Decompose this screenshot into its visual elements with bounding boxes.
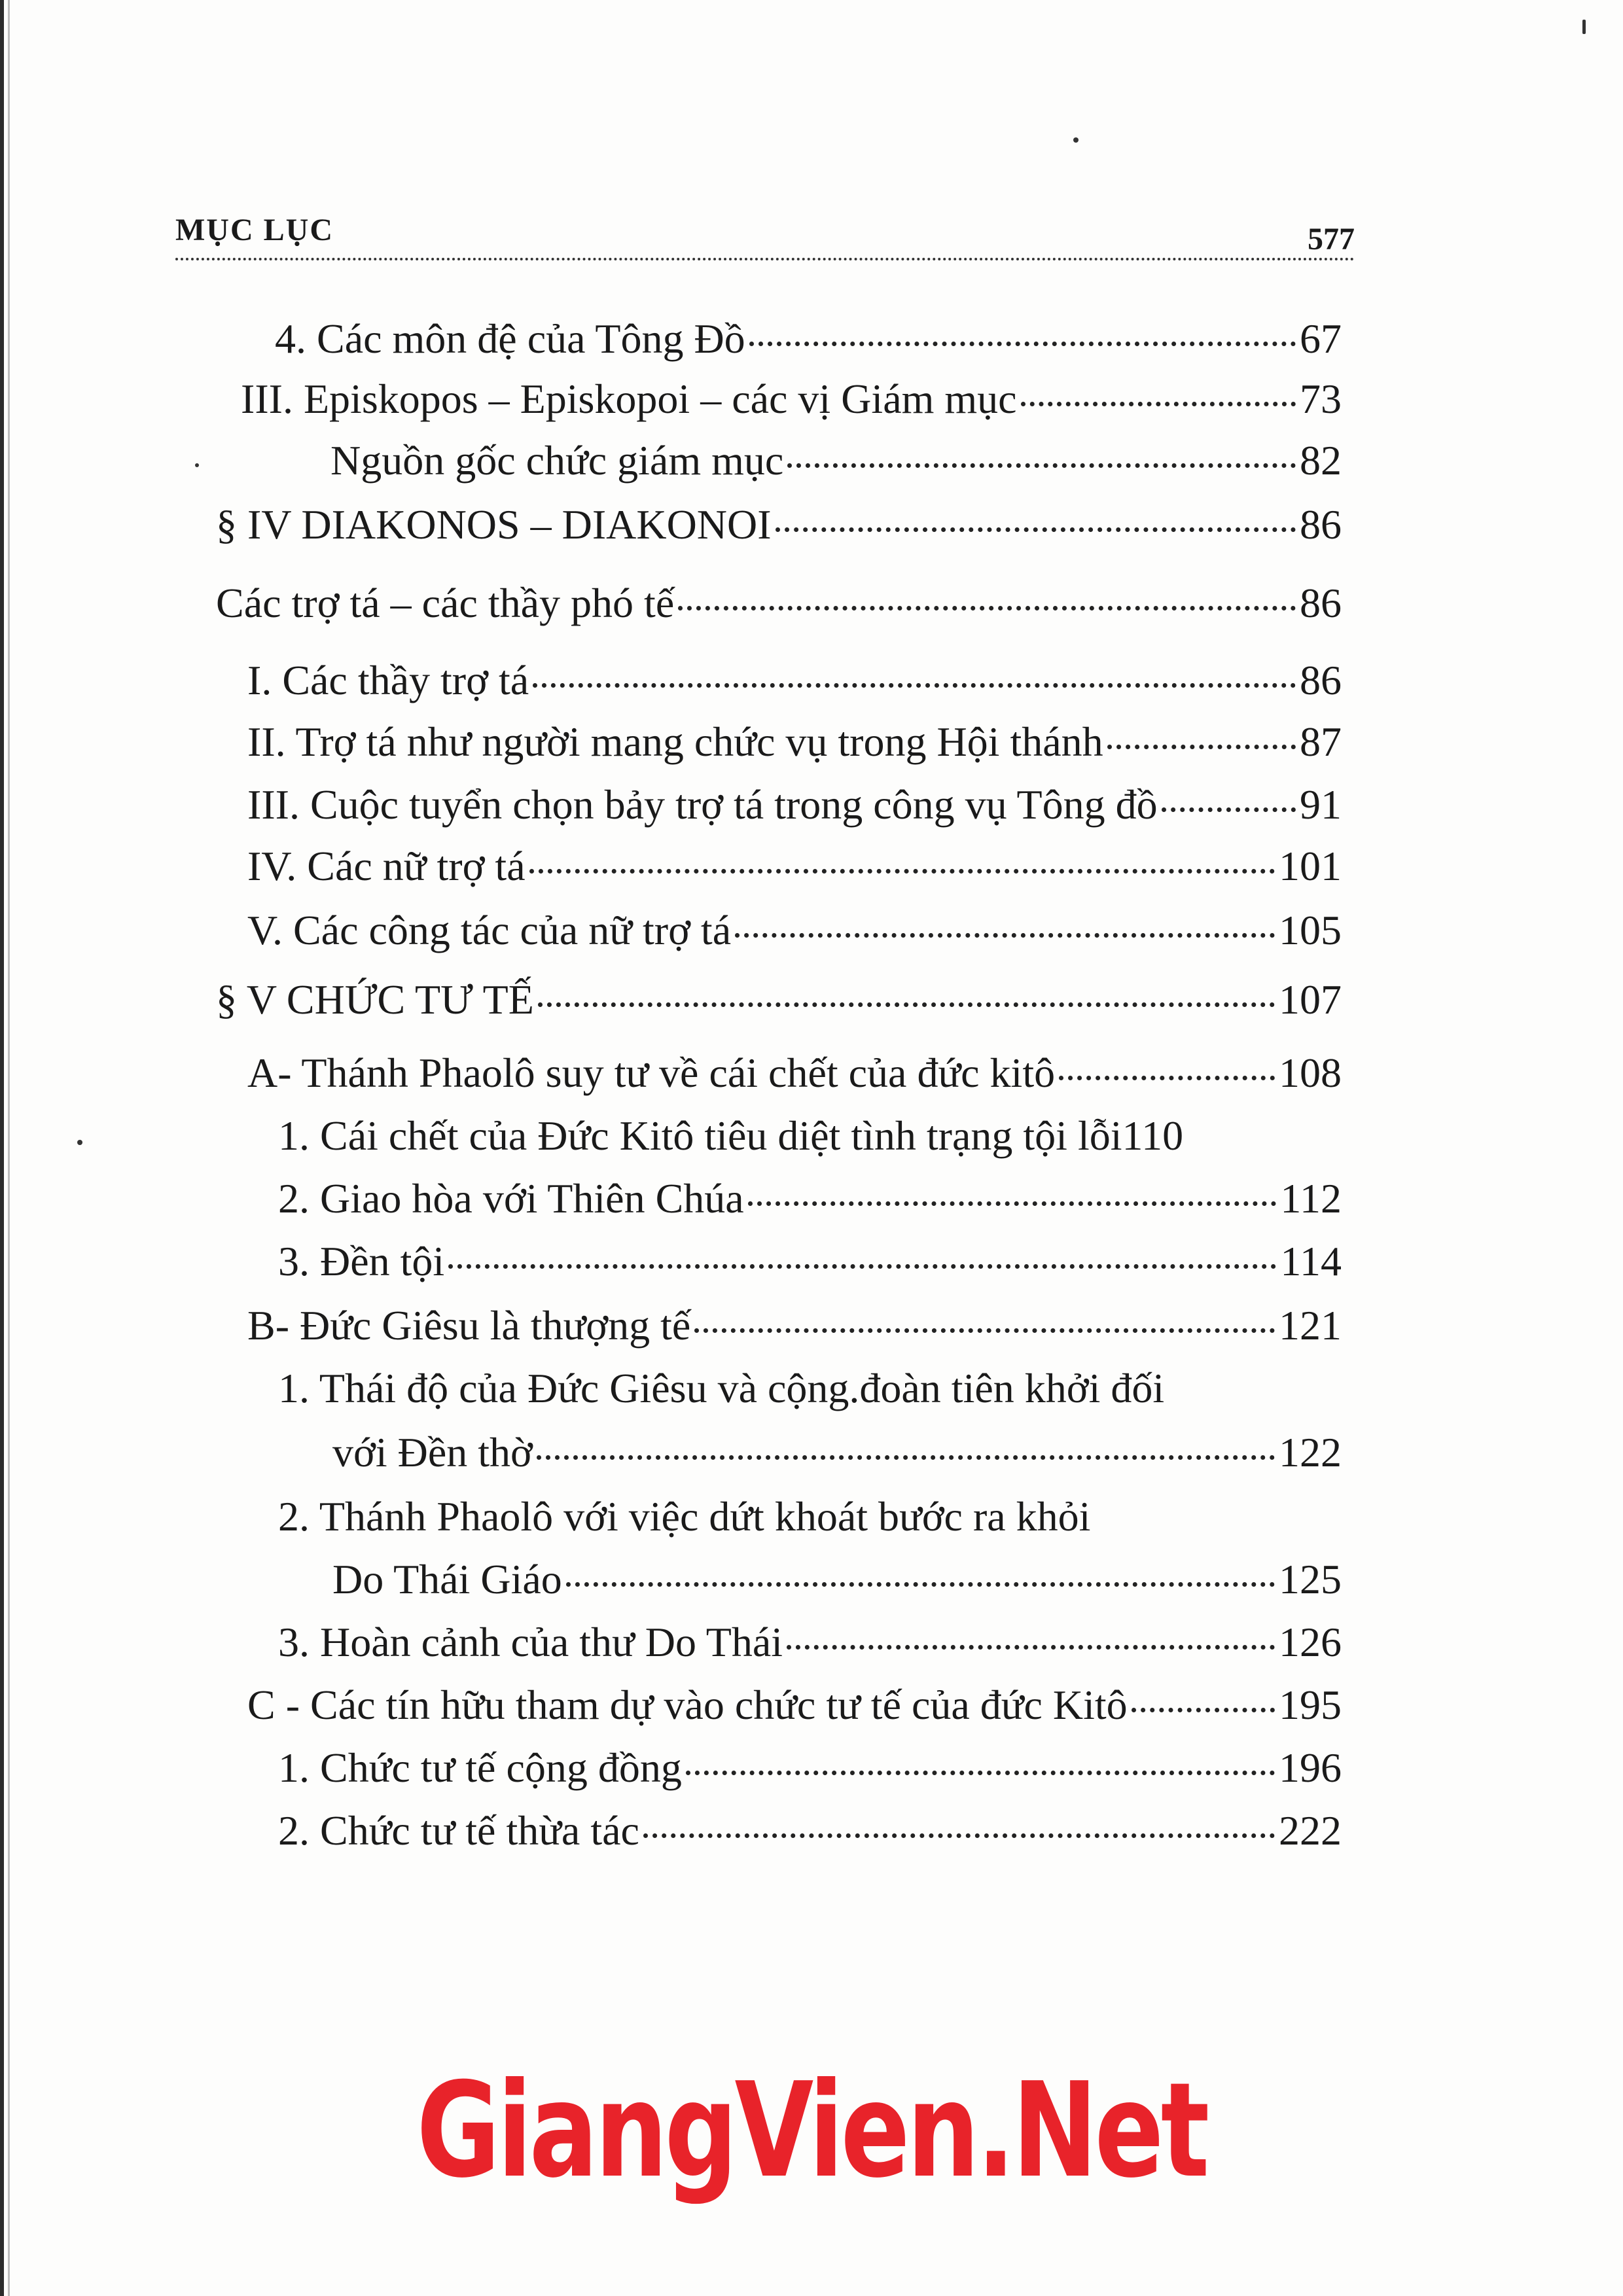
toc-entry-label: 3. Đền tội <box>278 1238 445 1284</box>
watermark: GiangVien.Net <box>416 2055 1207 2207</box>
toc-entry <box>278 1742 1342 1794</box>
running-header <box>175 208 1355 260</box>
dot-leader <box>1107 745 1296 749</box>
page-edge-line <box>8 0 10 2296</box>
toc-entry <box>247 654 1342 707</box>
toc-entry <box>278 1173 1342 1225</box>
dot-leader <box>529 869 1275 874</box>
page-edge-shadow <box>0 0 4 2296</box>
toc-entry-continuation: Do Thái Giáo <box>332 1556 562 1602</box>
dot-leader <box>1059 1076 1275 1080</box>
toc-entry-page: 73 <box>1300 376 1342 422</box>
toc-entry-label: § V CHỨC TƯ TẾ <box>216 976 534 1023</box>
dot-leader <box>448 1264 1276 1269</box>
toc-entry-page: 107 <box>1279 976 1342 1023</box>
toc-entry-page: 110 <box>1122 1112 1184 1159</box>
toc-entry-label: 1. Cái chết của Đức Kitô tiêu diệt tình trạng tội lỗi <box>278 1112 1122 1159</box>
toc-entry-page: 195 <box>1279 1682 1342 1728</box>
toc-entry <box>216 577 1342 629</box>
dot-leader <box>749 342 1296 346</box>
toc-entry-page: 126 <box>1279 1619 1342 1665</box>
toc-entry-page: 82 <box>1300 437 1342 484</box>
toc-entry-page: 86 <box>1300 580 1342 626</box>
toc-entry <box>247 904 1342 957</box>
toc-entry <box>247 1299 1342 1352</box>
toc-entry-page: 121 <box>1279 1302 1342 1349</box>
toc-entry <box>278 1110 1342 1162</box>
toc-entry-label: Nguồn gốc chức giám mục <box>330 437 784 484</box>
toc-entry <box>247 840 1342 892</box>
toc-entry-page: 86 <box>1300 501 1342 548</box>
toc-entry-continuation: với Đền thờ <box>332 1429 533 1475</box>
toc-entry-label: I. Các thầy trợ tá <box>247 657 529 703</box>
toc-entry-label: Các trợ tá – các thầy phó tế <box>216 580 675 626</box>
toc-entry-label: A- Thánh Phaolô suy tư về cái chết của đức kitô <box>247 1050 1056 1096</box>
toc-entry <box>247 1047 1342 1099</box>
toc-entry-page: 101 <box>1279 843 1342 889</box>
scan-speck <box>1582 20 1586 34</box>
dot-leader <box>537 1455 1275 1460</box>
toc-entry-label: B- Đức Giêsu là thượng tế <box>247 1302 691 1349</box>
dot-leader <box>1021 402 1296 406</box>
toc-entry-label: 2. Chức tư tế thừa tác <box>278 1807 639 1854</box>
toc-entry-label: 1. Thái độ của Đức Giêsu và cộng.đoàn tiên khởi đối <box>278 1365 1165 1411</box>
toc-entry <box>216 499 1342 551</box>
toc-entry-label: 1. Chức tư tế cộng đồng <box>278 1744 682 1791</box>
dot-leader <box>538 1002 1275 1007</box>
dot-leader <box>533 683 1296 688</box>
dot-leader <box>1162 807 1296 812</box>
scan-speck <box>1073 137 1079 143</box>
dot-leader <box>748 1201 1277 1206</box>
toc-entry-page: 67 <box>1300 315 1342 362</box>
toc-entry-label: IV. Các nữ trợ tá <box>247 843 526 889</box>
dot-leader <box>686 1771 1275 1775</box>
toc-entry-page: 222 <box>1279 1807 1342 1854</box>
toc-entry-label: § IV DIAKONOS – DIAKONOI <box>216 501 772 548</box>
toc-entry <box>332 1426 1342 1479</box>
toc-entry <box>330 434 1342 487</box>
toc-entry-page: 91 <box>1300 781 1342 828</box>
toc-entry <box>247 1679 1342 1731</box>
toc-entry-label: V. Các công tác của nữ trợ tá <box>247 907 732 953</box>
toc-entry-label: III. Episkopos – Episkopoi – các vị Giám mục <box>241 376 1017 422</box>
toc-entry-page: 86 <box>1300 657 1342 703</box>
dot-leader <box>787 463 1296 468</box>
toc-entry-label: C - Các tín hữu tham dự vào chức tư tế của đức Kitô <box>247 1682 1128 1728</box>
dot-leader <box>694 1328 1275 1333</box>
dot-leader <box>735 933 1275 938</box>
toc-entry <box>241 373 1342 425</box>
toc-entry-page: 112 <box>1280 1175 1342 1222</box>
toc-entry <box>278 1616 1342 1669</box>
toc-entry-label: II. Trợ tá như người mang chức vụ trong Hội thánh <box>247 718 1103 765</box>
section-title: MỤC LỤC <box>175 213 334 247</box>
toc-entry <box>278 1805 1342 1857</box>
toc-entry-page: 105 <box>1279 907 1342 953</box>
toc-entry-label: III. Cuộc tuyển chọn bảy trợ tá trong công vụ Tông đồ <box>247 781 1158 828</box>
toc-entry <box>247 716 1342 768</box>
toc-entry <box>275 313 1342 365</box>
scan-speck <box>77 1140 82 1145</box>
toc-entry <box>332 1553 1342 1606</box>
toc-entry-label: 4. Các môn đệ của Tông Đồ <box>275 315 745 362</box>
header-dotted-rule <box>175 258 1355 260</box>
toc-entry-label: 2. Thánh Phaolô với việc dứt khoát bước ra khỏi <box>278 1493 1091 1540</box>
toc-entry <box>278 1235 1342 1288</box>
toc-entry <box>216 974 1342 1026</box>
toc-entry-label: 3. Hoàn cảnh của thư Do Thái <box>278 1619 783 1665</box>
toc-entry-page: 125 <box>1279 1556 1342 1602</box>
dot-leader <box>643 1833 1275 1838</box>
toc-entry-page: 108 <box>1279 1050 1342 1096</box>
toc-entry-page: 196 <box>1279 1744 1342 1791</box>
toc-entry-page: 122 <box>1279 1429 1342 1475</box>
toc-entry <box>247 779 1342 831</box>
page-number: 577 <box>1308 222 1355 256</box>
toc-entry-page: 87 <box>1300 718 1342 765</box>
dot-leader <box>787 1645 1275 1650</box>
dot-leader <box>1132 1708 1275 1712</box>
dot-leader <box>776 527 1296 532</box>
toc-entry-label: 2. Giao hòa với Thiên Chúa <box>278 1175 744 1222</box>
dot-leader <box>678 606 1296 610</box>
scan-speck <box>195 463 199 467</box>
toc-entry-page: 114 <box>1280 1238 1342 1284</box>
dot-leader <box>566 1582 1275 1587</box>
